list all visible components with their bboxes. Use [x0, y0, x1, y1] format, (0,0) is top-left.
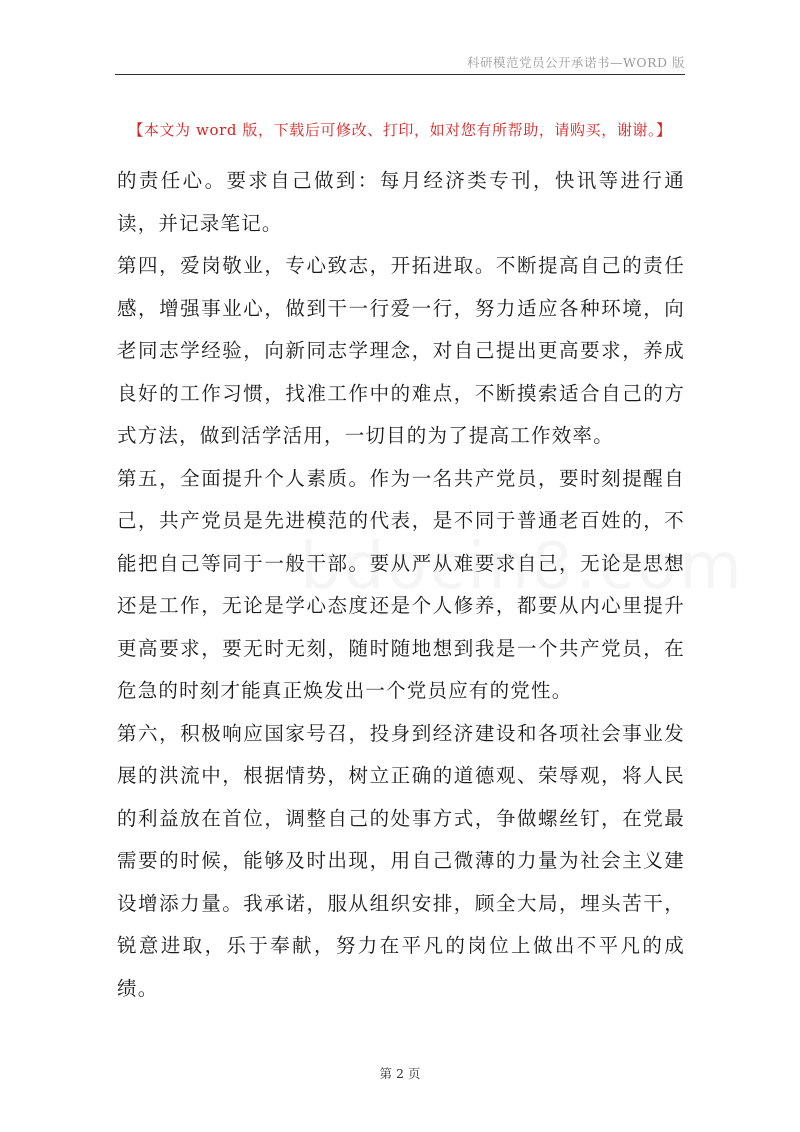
paragraph-fifth: 第五，全面提升个人素质。作为一名共产党员，要时刻提醒自己，共产党员是先进模范的代表，是不同于普通老百姓的，不能把自己等同于一般干部。要从严从难要求自己，无论是思想还是工作，无论是学心态度还是个人修养，都要从内心里提升更高要求，要无时无刻，随时随地想到我是一个共产党员，在危急的时刻才能真正焕发出一个党员应有的党性。 — [117, 466, 685, 702]
document-body — [117, 160, 685, 1010]
page-number: 第 2 页 — [379, 1066, 421, 1081]
paragraph-fourth: 第四，爱岗敬业，专心致志，开拓进取。不断提高自己的责任感，增强事业心，做到干一行爱一行，努力适应各种环境，向老同志学经验，向新同志学理念，对自己提出更高要求，养成良好的工作习惯，找准工作中的难点，不断摸索适合自己的方式方法，做到活学活用，一切目的为了提高工作效率。 — [117, 254, 685, 447]
document-header-title: 科研模范党员公开承诺书—WORD 版 — [466, 55, 685, 70]
paragraph-sixth: 第六，积极响应国家号召，投身到经济建设和各项社会事业发展的洪流中，根据情势，树立正确的道德观、荣辱观，将人民的利益放在首位，调整自己的处事方式，争做螺丝钉，在党最需要的时候，能够及时出现，用自己微薄的力量为社会主义建设增添力量。我承诺，服从组织安排，顾全大局，埋头苦干，锐意进取，乐于奉献，努力在平凡的岗位上做出不平凡的成绩。 — [117, 721, 685, 1000]
paragraph-continuation: 的责任心。要求自己做到：每月经济类专刊，快讯等进行通读，并记录笔记。 — [117, 169, 685, 235]
header-divider — [115, 74, 685, 75]
download-notice: 【本文为 word 版，下载后可修改、打印，如对您有所帮助，请购买，谢谢。】 — [128, 121, 672, 139]
